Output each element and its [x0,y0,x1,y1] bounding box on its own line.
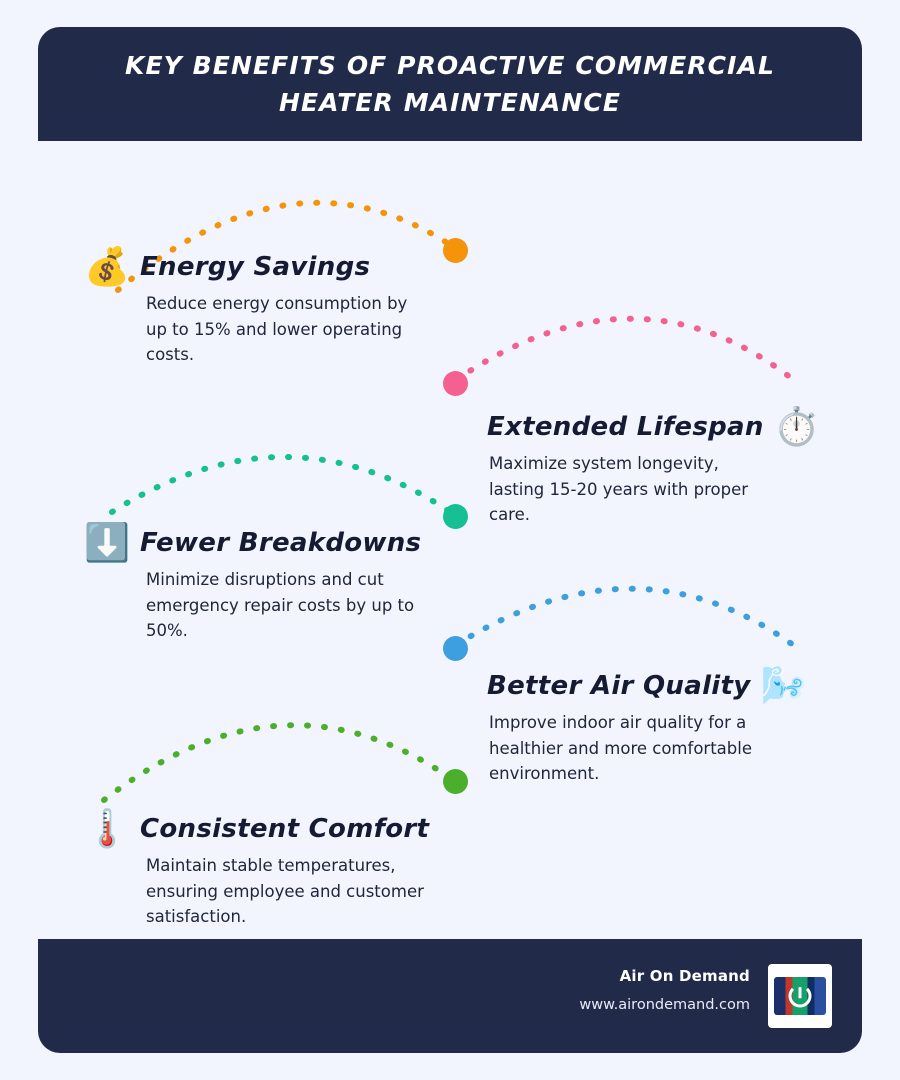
benefit-header [487,405,820,448]
dot-fewer-breakdowns [443,504,468,529]
benefit-item-energy-savings [84,245,418,368]
logo-mark-icon [774,977,826,1015]
air-on-demand-logo [768,964,832,1028]
benefit-header [84,521,431,564]
benefit-description: Minimize disruptions and cut emergency repair costs by up to 50%. [146,570,415,641]
benefit-header [487,664,807,707]
money-bag-icon: 💰 [84,245,131,288]
benefit-title: Fewer Breakdowns [140,527,422,558]
benefit-title: Energy Savings [140,251,371,282]
benefit-item-fewer-breakdowns [84,521,431,644]
benefit-item-extended-lifespan [487,405,820,528]
footer-banner [38,939,862,1053]
benefit-header [84,807,430,850]
benefit-description: Improve indoor air quality for a healthier and more comfortable environment. [489,713,752,784]
benefit-description: Maintain stable temperatures, ensuring employee and customer satisfaction. [146,856,424,927]
air-blowing-icon: 🌬️ [760,664,807,707]
dot-better-air-quality [443,636,468,661]
footer-url[interactable]: www.airondemand.com [579,997,750,1013]
dot-extended-lifespan [443,371,468,396]
header-banner [38,27,862,141]
benefit-title: Consistent Comfort [140,813,430,844]
benefit-header [84,245,418,288]
dot-consistent-comfort [443,769,468,794]
arc-extended-lifespan [456,319,800,385]
down-arrow-icon: ⬇️ [84,521,131,564]
thermometer-icon: 🌡️ [84,807,131,850]
benefit-description: Maximize system longevity, lasting 15-20 years with proper care. [489,454,749,525]
arc-better-air-quality [456,589,800,650]
stopwatch-icon: ⏱️ [773,405,820,448]
arc-fewer-breakdowns [112,457,456,516]
benefit-description: Reduce energy consumption by up to 15% and lower operating costs. [146,294,408,365]
benefit-title: Extended Lifespan [487,411,764,442]
footer-text-block [579,967,750,1013]
benefit-title: Better Air Quality [487,670,751,701]
benefit-item-consistent-comfort [84,807,430,930]
dot-energy-savings [443,238,468,263]
footer-brand: Air On Demand [619,967,750,985]
page-title: KEY BENEFITS OF PROACTIVE COMMERCIAL HEATER MAINTENANCE [124,50,775,117]
arc-consistent-comfort [104,725,456,800]
benefit-item-better-air-quality [487,664,807,787]
